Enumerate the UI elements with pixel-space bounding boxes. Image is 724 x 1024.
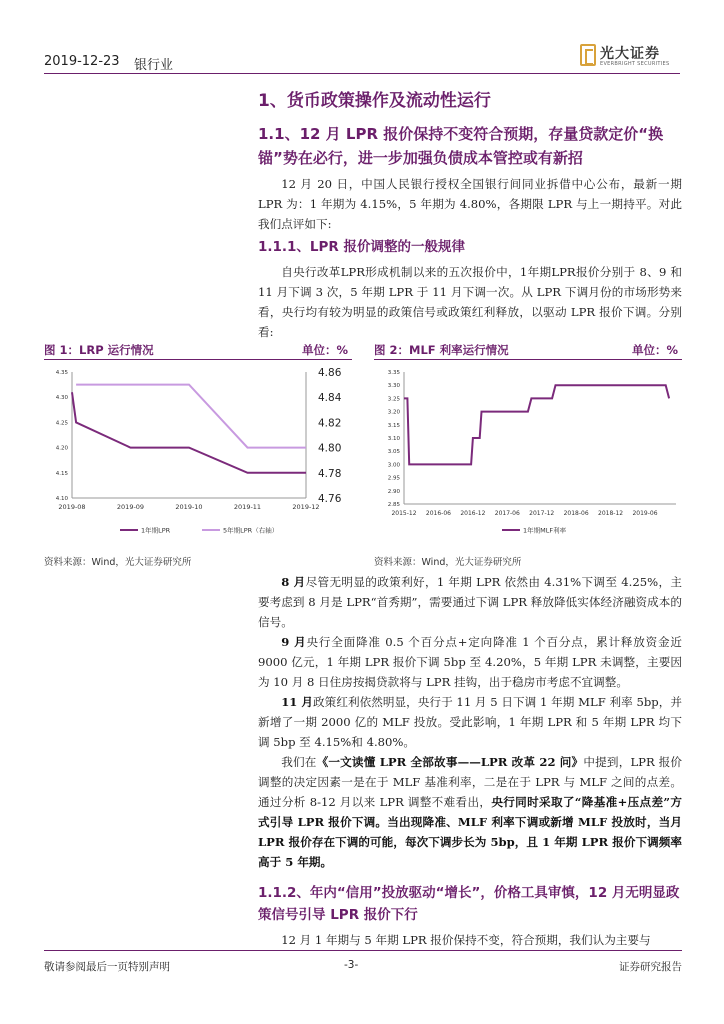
y-tick-label: 3.20 bbox=[387, 409, 400, 416]
footer-disclaimer: 敬请参阅最后一页特别声明 bbox=[44, 961, 170, 973]
mlf-chart bbox=[374, 364, 682, 550]
logo-name: 光大证券 bbox=[600, 46, 660, 62]
x-tick-label: 2018-12 bbox=[598, 510, 624, 517]
y-tick-label-left: 4.15 bbox=[55, 470, 68, 477]
y-tick-label: 3.10 bbox=[387, 436, 400, 442]
x-tick-label: 2017-12 bbox=[529, 510, 555, 517]
august-label: 8 月 bbox=[281, 575, 306, 589]
subsubsection-heading-2: 1.1.2、年内“信用”投放驱动“增长”，价格工具审慎，12 月无明显政策信号引导 LPR 报价下行 bbox=[258, 885, 680, 923]
series-line bbox=[404, 385, 669, 464]
x-tick-label: 2016-12 bbox=[460, 510, 486, 517]
november-text: 政策红利依然明显，央行于 11 月 5 日下调 1 年期 MLF 利率 5bp，并新增了一期 2000 亿的 MLF 投放。受此影响，1 年期 LPR 和 5 年期 LPR 均下调 5bp 至 4.15%和 4.80%。 bbox=[258, 695, 682, 749]
y-tick-label-left: 4.10 bbox=[55, 496, 68, 502]
y-tick-label-left: 4.35 bbox=[55, 370, 68, 376]
november-label: 11 月 bbox=[281, 695, 314, 709]
september-label: 9 月 bbox=[281, 635, 307, 649]
report-sector: 银行业 bbox=[134, 58, 174, 73]
lpr-chart bbox=[44, 364, 352, 550]
figure-source: 资料来源：Wind，光大证券研究所 bbox=[44, 557, 192, 568]
y-tick-label-right: 4.82 bbox=[318, 417, 342, 430]
y-tick-label: 3.25 bbox=[387, 396, 400, 403]
figure-title-bar bbox=[374, 340, 682, 360]
report-reference: 《一文读懂 LPR 全部故事——LPR 改革 22 问》 bbox=[316, 755, 584, 769]
september-text: 央行全面降准 0.5 个百分点+定向降准 1 个百分点，累计释放资金近 9000 亿元，1 年期 LPR 报价下调 5bp 至 4.20%，5 年期 LPR 未调整，主要因为 10 月 8 日住房按揭贷款将与 LPR 挂钩，出于稳房市考虑不宜调整。 bbox=[258, 635, 682, 689]
subsubsection-heading-1: 1.1.1、LPR 报价调整的一般规律 bbox=[258, 239, 466, 255]
y-tick-label-right: 4.86 bbox=[318, 367, 342, 379]
y-tick-label: 3.05 bbox=[387, 449, 400, 456]
y-tick-label: 3.35 bbox=[387, 370, 400, 376]
y-tick-label-right: 4.80 bbox=[318, 442, 342, 455]
y-tick-label-left: 4.20 bbox=[55, 445, 68, 452]
x-tick-label: 2018-06 bbox=[563, 510, 589, 517]
y-tick-label-right: 4.76 bbox=[318, 493, 342, 505]
analysis-text-a: 我们在 bbox=[281, 755, 317, 769]
november-paragraph bbox=[258, 692, 682, 752]
figure-mlf bbox=[374, 340, 682, 570]
page-number: -3- bbox=[344, 959, 359, 971]
figure-title: 图 1：LRP 运行情况 bbox=[44, 343, 154, 357]
y-tick-label: 3.15 bbox=[387, 422, 400, 429]
september-paragraph bbox=[258, 632, 682, 692]
x-tick-label: 2016-06 bbox=[425, 510, 451, 517]
x-tick-label: 2019-10 bbox=[175, 503, 203, 511]
x-tick-label: 2015-12 bbox=[391, 510, 417, 517]
figure-title: 图 2：MLF 利率运行情况 bbox=[374, 343, 509, 357]
report-date: 2019-12-23 bbox=[44, 54, 120, 69]
page-header bbox=[44, 48, 680, 74]
x-tick-label: 2019-06 bbox=[632, 510, 658, 517]
rule-paragraph: 自央行改革LPR形成机制以来的五次报价中，1年期LPR报价分别于 8、9 和 11 月下调 3 次，5 年期 LPR 于 11 月下调一次。从 LPR 下调月份的市场形势来看，央行均有较为明显的政策信号或政策红利释放，以驱动 LPR 报价下调。分别看: bbox=[258, 265, 682, 339]
figure-title-bar bbox=[44, 340, 352, 360]
august-text: 尽管无明显的政策利好，1 年期 LPR 依然由 4.31%下调至 4.25%，主要考虑到 8 月是 LPR“首秀期”，需要通过下调 LPR 释放降低实体经济融资成本的信号。 bbox=[258, 575, 682, 629]
y-tick-label-right: 4.84 bbox=[318, 392, 342, 405]
x-tick-label: 2019-09 bbox=[116, 503, 145, 511]
august-paragraph bbox=[258, 572, 682, 632]
y-tick-label: 2.95 bbox=[387, 475, 400, 482]
x-tick-label: 2019-12 bbox=[292, 503, 320, 511]
figure-source: 资料来源：Wind，光大证券研究所 bbox=[374, 557, 522, 568]
analysis-paragraph bbox=[258, 752, 682, 872]
analysis-conclusion: 央行同时采取了“降基准+压点差”方式引导 LPR 报价下调。当出现降准、MLF 利率下调或新增 MLF 投放时，当月 LPR 报价存在下调的可能，每次下调步长为 5bp，且 1 年期 LPR 报价下调频率高于 5 年期。 bbox=[258, 795, 682, 869]
legend-label: 1年期LPR bbox=[141, 526, 171, 535]
x-tick-label: 2019-11 bbox=[233, 503, 262, 511]
y-tick-label: 3.00 bbox=[387, 462, 400, 469]
brand-logo bbox=[580, 42, 680, 72]
figure-unit: 单位：% bbox=[301, 343, 348, 357]
page-footer bbox=[44, 950, 682, 974]
section-body bbox=[258, 572, 682, 950]
figure-row bbox=[44, 340, 682, 570]
logo-mark-icon bbox=[580, 44, 596, 66]
y-tick-label: 2.90 bbox=[387, 488, 400, 495]
subsection-heading: 1.1、12 月 LPR 报价保持不变符合预期，存量贷款定价“换锚”势在必行，进一步加强负债成本管控或有新招 bbox=[258, 125, 664, 167]
figure-lpr bbox=[44, 340, 352, 570]
intro-paragraph: 12 月 20 日，中国人民银行授权全国银行间同业拆借中心公布，最新一期 LPR 为：1 年期为 4.15%，5 年期为 4.80%，各期限 LPR 与上一期持平。对此我们点评如下: bbox=[258, 177, 682, 231]
section-top bbox=[258, 88, 682, 342]
legend-label: 5年期LPR（右轴） bbox=[223, 526, 279, 535]
legend-label: 1年期MLF利率 bbox=[523, 526, 567, 535]
logo-subtitle: EVERBRIGHT SECURITIES bbox=[600, 61, 670, 67]
y-tick-label-right: 4.78 bbox=[318, 467, 342, 480]
last-paragraph: 12 月 1 年期与 5 年期 LPR 报价保持不变，符合预期，我们认为主要与 bbox=[281, 933, 651, 947]
section-heading: 1、货币政策操作及流动性运行 bbox=[258, 91, 491, 111]
y-tick-label: 3.30 bbox=[387, 383, 400, 390]
figure-unit: 单位：% bbox=[631, 343, 678, 357]
footer-report-type: 证券研究报告 bbox=[619, 961, 682, 973]
y-tick-label-left: 4.25 bbox=[55, 420, 68, 427]
y-tick-label: 2.85 bbox=[387, 502, 400, 508]
y-tick-label-left: 4.30 bbox=[55, 395, 68, 402]
x-tick-label: 2019-08 bbox=[58, 503, 86, 511]
analysis-text-b: 中提到，LPR 报价调整的决定因素一是在于 MLF 基准利率，二是在于 LPR 与 MLF 之间的点差。通过分析 8-12 月以来 LPR 调整不难看出， bbox=[258, 755, 682, 809]
x-tick-label: 2017-06 bbox=[494, 510, 520, 517]
series-line bbox=[72, 392, 306, 473]
